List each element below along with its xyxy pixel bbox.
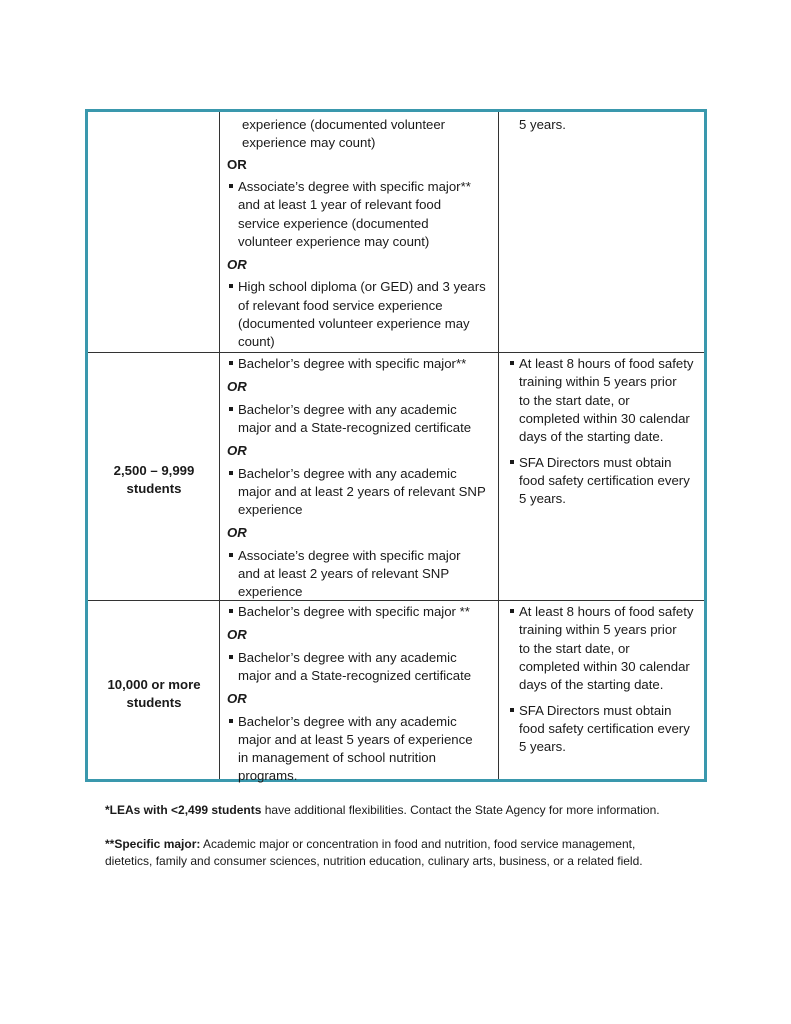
footnote-specific-major-text: Academic major or concentration in food and nutrition, food service management, [200, 837, 636, 851]
education-bullet-line: in management of school nutrition [238, 750, 436, 766]
education-bullet: Bachelor’s degree with specific major ** [238, 603, 470, 621]
education-bullet-line: major and at least 5 years of experience [238, 731, 473, 747]
category-label: students [126, 481, 182, 497]
category-label: students [126, 695, 182, 711]
training-bullet-line: training within 5 years prior [519, 374, 677, 390]
footnote-specific-major-label: **Specific major: [105, 837, 201, 851]
training-bullet-line: 5 years. [519, 491, 566, 507]
training-text: 5 years. [519, 117, 566, 132]
education-bullet-line: service experience (documented [238, 215, 429, 231]
education-bullet: Bachelor’s degree with any academic [238, 465, 457, 483]
category-label: 2,500 – 9,999 [113, 463, 195, 478]
footnote-specific-major-continued [105, 852, 643, 870]
or-label: OR [227, 691, 247, 707]
education-bullet-line: major and a State-recognized certificate [238, 419, 472, 435]
education-bullet-line: experience [238, 584, 303, 600]
training-bullet-line: to the start date, or [519, 392, 630, 408]
category-label: 10,000 or more [107, 677, 201, 692]
training-bullet: At least 8 hours of food safety [519, 355, 693, 373]
education-bullet-line: (documented volunteer experience may [238, 316, 470, 331]
training-bullet: SFA Directors must obtain [519, 454, 671, 472]
education-bullet-line: volunteer experience may count) [238, 233, 430, 249]
education-bullet: Bachelor’s degree with any academic [238, 401, 457, 419]
education-bullet-line: and at least 2 years of relevant SNP [238, 566, 450, 581]
training-bullet-line: completed within 30 calendar [519, 410, 690, 426]
row-divider [88, 600, 704, 601]
education-text: experience may count) [242, 135, 376, 151]
education-bullet-line: experience [238, 502, 303, 518]
education-bullet: Bachelor’s degree with any academic [238, 713, 457, 731]
education-bullet: Associate’s degree with specific major** [238, 178, 471, 196]
education-bullet-line: programs. [238, 768, 298, 784]
footnote-leas-text: have additional flexibilities. Contact the State Agency for more information. [261, 803, 660, 817]
or-label: OR [227, 379, 247, 395]
training-bullet: At least 8 hours of food safety [519, 603, 693, 621]
education-bullet-line: and at least 1 year of relevant food [238, 197, 442, 213]
footnote-specific-major-text-2: dietetics, family and consumer sciences, nutrition education, culinary arts, business, or a related field. [105, 854, 643, 868]
column-divider [219, 112, 220, 779]
training-bullet-line: 5 years. [519, 739, 566, 755]
or-label: OR [227, 257, 247, 273]
education-bullet-line: major and a State-recognized certificate [238, 667, 472, 683]
training-bullet: SFA Directors must obtain [519, 702, 671, 720]
education-bullet: Bachelor’s degree with any academic [238, 649, 457, 667]
education-bullet-line: count) [238, 334, 275, 350]
education-bullet: High school diploma (or GED) and 3 years [238, 278, 486, 296]
training-bullet-line: days of the starting date. [519, 677, 664, 693]
education-bullet: Bachelor’s degree with specific major** [238, 355, 466, 373]
training-bullet-line: days of the starting date. [519, 429, 664, 445]
training-bullet-line: to the start date, or [519, 640, 630, 656]
qualifications-table [85, 109, 707, 782]
or-label: OR [227, 525, 247, 541]
training-bullet-line: food safety certification every [519, 472, 690, 488]
education-bullet-line: major and at least 2 years of relevant SNP [238, 483, 486, 499]
education-bullet-line: of relevant food service experience [238, 297, 443, 313]
education-bullet: Associate’s degree with specific major [238, 547, 461, 565]
or-label: OR [227, 156, 247, 172]
column-divider [498, 112, 499, 779]
or-label: OR [227, 627, 247, 643]
training-bullet-line: completed within 30 calendar [519, 658, 690, 674]
or-label: OR [227, 443, 247, 459]
training-bullet-line: food safety certification every [519, 720, 690, 736]
footnote-leas [105, 801, 660, 819]
row-divider [88, 352, 704, 353]
education-text: experience (documented volunteer [242, 117, 446, 132]
training-bullet-line: training within 5 years prior [519, 622, 677, 638]
footnote-leas-label: *LEAs with <2,499 students [105, 803, 262, 817]
footnote-specific-major [105, 835, 635, 853]
